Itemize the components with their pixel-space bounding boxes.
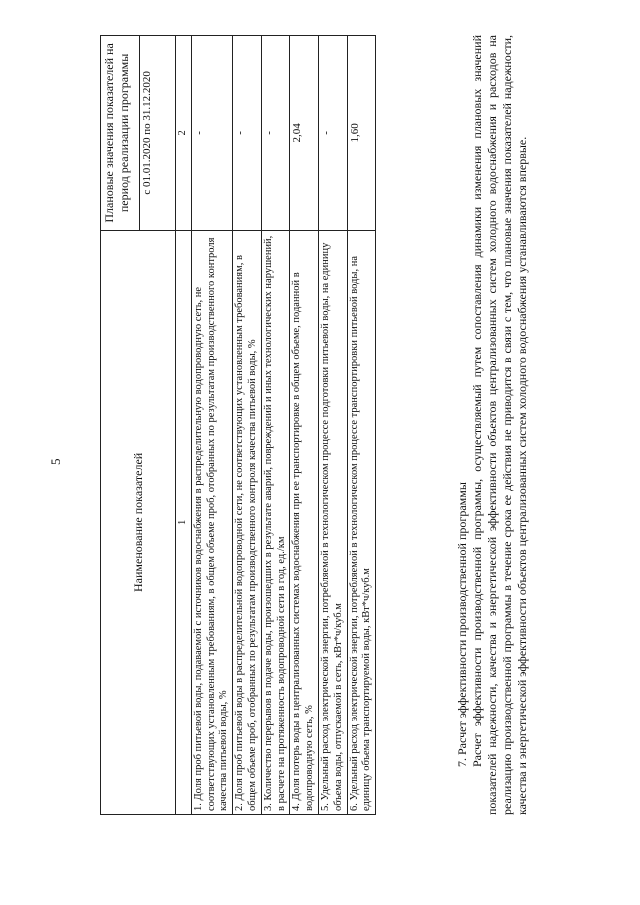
indicator-value: 1,60 <box>347 36 376 231</box>
column-number-2: 2 <box>176 36 192 231</box>
indicator-name: 1. Доля проб питьевой воды, подаваемой с источников водоснабжения в распределительную водопроводную сеть, не соответствующих установленным требованиям, в общем объеме проб, отобранных по результатам производственного контроля качества питьевой воды, % <box>191 230 232 814</box>
table-row <box>318 36 347 815</box>
header-planned-values: Плановые значения показателей на период реализации программы <box>101 36 140 231</box>
indicator-name: 3. Количество перерывов в подаче воды, произошедших в результате аварий, повреждений и иных технологических нарушений, в расчете на протяженность водопроводной сети в год, ед./км <box>261 230 290 814</box>
section-body: Расчет эффективности производственной программы, осуществляемый путем сопоставления динамики изменения плановых значений показателей надежности, качества и энергетической эффективности объектов централизованных систем холодного водоснабжения и расходов на реализацию производственной программы в течение срока ее действия не приводится в связи с тем, что плановые значения показателей надежности, качества и энергетической эффективности объектов централизованных систем холодного водоснабжения устанавливаются впервые. <box>470 35 529 815</box>
table-row <box>290 36 319 815</box>
indicator-value: - <box>318 36 347 231</box>
indicator-value: - <box>233 36 262 231</box>
indicator-name: 4. Доля потерь воды в централизованных системах водоснабжения при ее транспортировке в общем объеме, поданной в водопроводную сеть, % <box>290 230 319 814</box>
header-indicator-name: Наименование показателей <box>101 230 176 814</box>
indicator-value: 2,04 <box>290 36 319 231</box>
column-number-1: 1 <box>176 230 192 814</box>
indicator-name: 6. Удельный расход электрической энергии, потребляемой в технологическом процессе транспортировки питьевой воды, на единицу объема транспортируемой воды, кВт*ч/куб.м <box>347 230 376 814</box>
indicator-value: - <box>191 36 232 231</box>
indicator-name: 5. Удельный расход электрической энергии, потребляемой в технологическом процессе подготовки питьевой воды, на единицу объема воды, отпускаемой в сеть, кВт*ч/куб.м <box>318 230 347 814</box>
table-header-row <box>101 36 140 815</box>
table-number-row <box>176 36 192 815</box>
page-number: 5 <box>48 458 63 465</box>
indicators-table <box>100 35 376 815</box>
table-row <box>233 36 262 815</box>
indicator-name: 2. Доля проб питьевой воды в распределительной водопроводной сети, не соответствующих установленным требованиям, в общем объеме проб, отобранных по результатам производственного контроля качества питьевой воды, % <box>233 230 262 814</box>
indicator-value: - <box>261 36 290 231</box>
table-row <box>261 36 290 815</box>
table-row <box>347 36 376 815</box>
section-7 <box>455 35 530 815</box>
section-title: 7. Расчет эффективности производственной программы <box>455 482 469 767</box>
header-period: с 01.01.2020 по 31.12.2020 <box>140 36 176 231</box>
table-row <box>191 36 232 815</box>
